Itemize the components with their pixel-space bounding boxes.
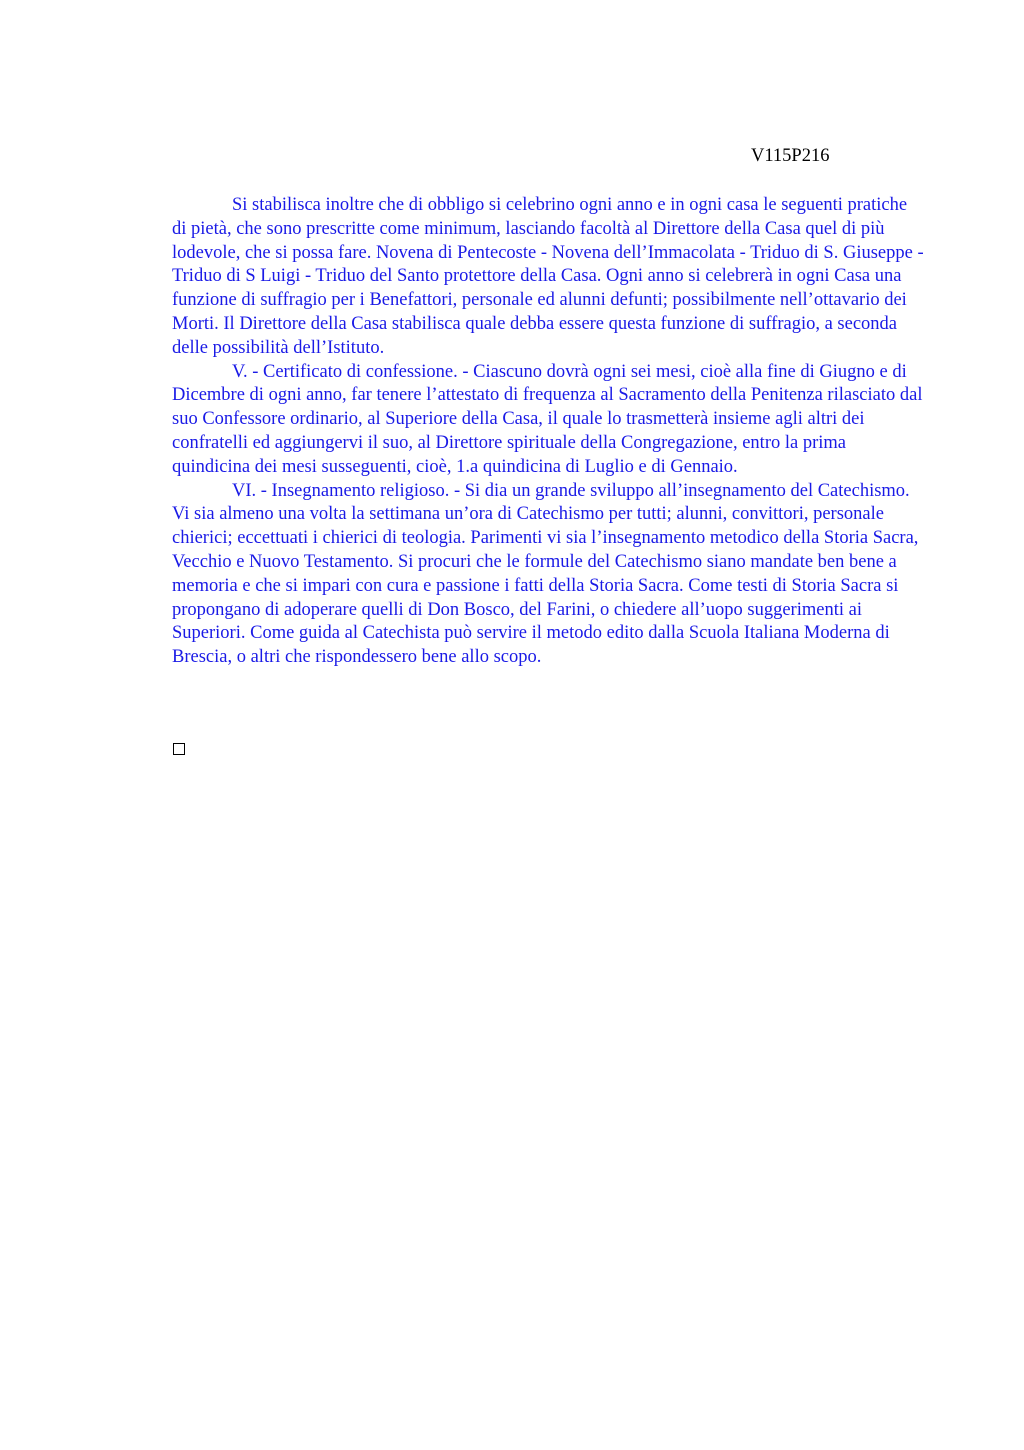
paragraph-confession-certificate: V. - Certificato di confessione. - Ciascuno dovrà ogni sei mesi, cioè alla fine di Giugno e di Dicembre di ogni anno, far tenere l’attestato di frequenza al Sacramento della Penitenza rilasciato dal suo Confessore ordinario, al Superiore della Casa, il quale lo trasmetterà insieme agli altri dei confratelli ed aggiungervi il suo, al Direttore spirituale della Congregazione, entro la prima quindicina dei mesi susseguenti, cioè, 1.a quindicina di Luglio e di Gennaio. [172, 361, 923, 477]
empty-square-icon [173, 743, 185, 755]
document-body [172, 194, 924, 670]
paragraph-religious-instruction: VI. - Insegnamento religioso. - Si dia un grande sviluppo all’insegnamento del Catechismo. Vi sia almeno una volta la settimana un’ora di Catechismo per tutti; alunni, convittori, personale chierici; eccettuati i chierici di teologia. Parimenti vi sia l’insegnamento metodico della Storia Sacra, Vecchio e Nuovo Testamento. Si procuri che le formule del Catechismo siano mandate ben bene a memoria e che si impari con cura e passione i fatti della Storia Sacra. Come testi di Storia Sacra si propongano di adoperare quelli di Don Bosco, del Farini, o chiedere all’uopo suggerimenti ai Superiori. Come guida al Catechista può servire il metodo edito dalla Scuola Italiana Moderna di Brescia, o altri che rispondessero bene allo scopo. [172, 480, 919, 668]
paragraph-pious-practices: Si stabilisca inoltre che di obbligo si celebrino ogni anno e in ogni casa le seguenti pratiche di pietà, che sono prescritte come minimum, lasciando facoltà al Direttore della Casa quel di più lodevole, che si possa fare. Novena di Pentecoste - Novena dell’Immacolata - Triduo di S. Giuseppe - Triduo di S Luigi - Triduo del Santo protettore della Casa. Ogni anno si celebrerà in ogni Casa una funzione di suffragio per i Benefattori, personale ed alunni defunti; possibilmente nell’ottavario dei Morti. Il Direttore della Casa stabilisca quale debba essere questa funzione di suffragio, a seconda delle possibilità dell’Istituto. [172, 195, 924, 358]
page-identifier: V115P216 [751, 146, 830, 166]
